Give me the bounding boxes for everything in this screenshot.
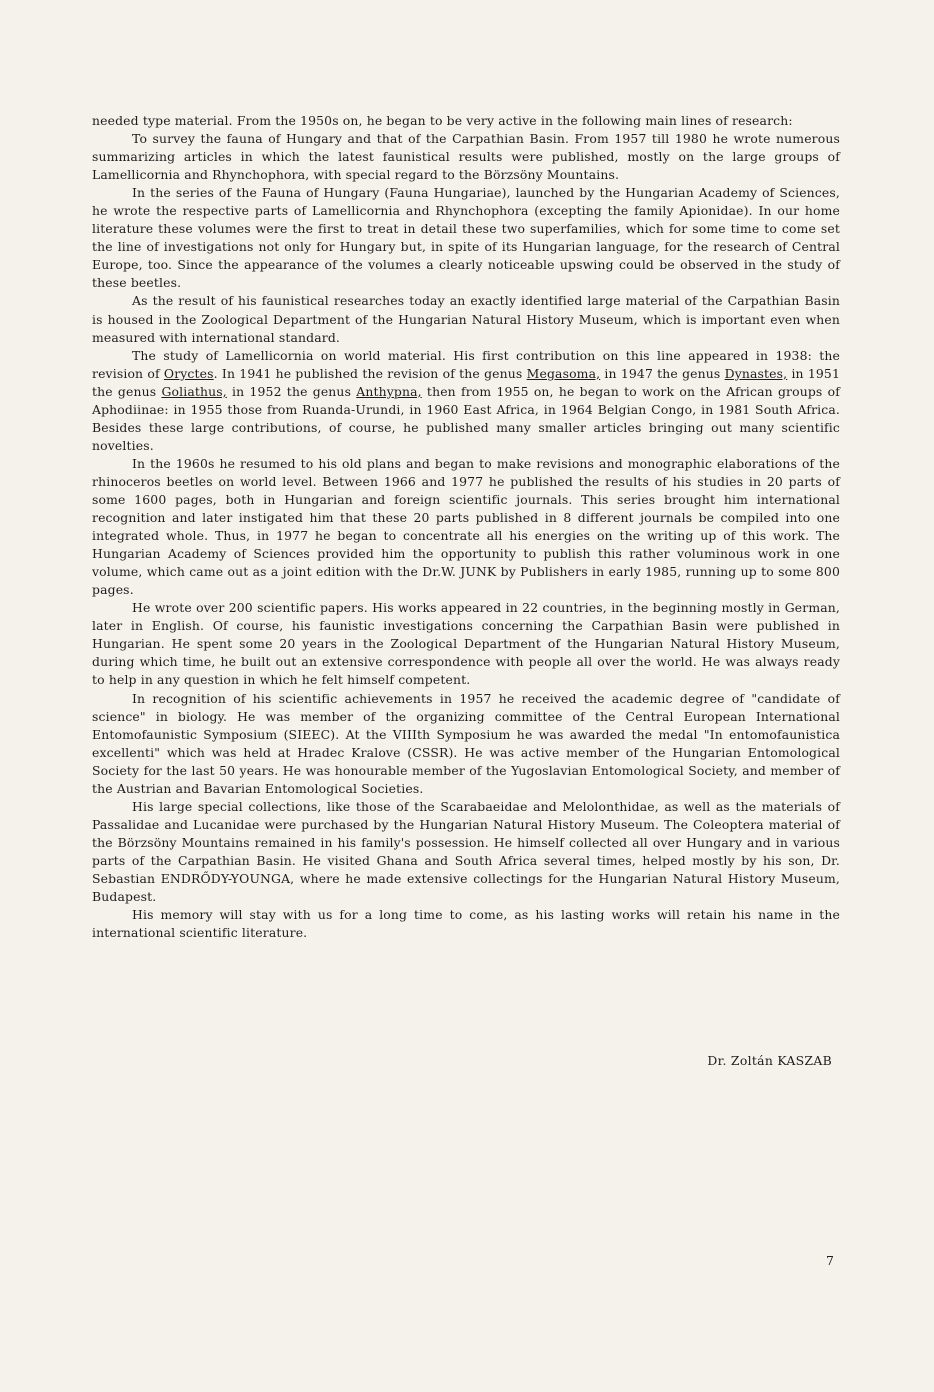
page-number: 7	[826, 1253, 834, 1268]
genus-megasoma: Megasoma,	[526, 365, 601, 381]
paragraph-4: As the result of his faunistical researches today an exactly identified large material of the Carpathian Basin is housed in the Zoological Department of the Hungarian Natural History Museum, which is important even when measured with international standard.	[92, 293, 840, 345]
genus-goliathus: Goliathus,	[161, 383, 227, 399]
paragraph-5	[92, 347, 840, 455]
text-span: in 1952 the genus	[226, 383, 357, 399]
text-span: in 1947 the genus	[600, 365, 725, 381]
paragraph-3: In the series of the Fauna of Hungary (Fauna Hungariae), launched by the Hungarian Academy of Sciences, he wrote the respective parts of Lamellicornia and Rhynchophora (excepting the family Apionidae). In our home literature these volumes were the first to treat in detail these two superfamilies, which for some time to come set the line of investigations not only for Hungary but, in spite of its Hungarian language, for the research of Central Europe, too. Since the appearance of the volumes a clearly noticeable upswing could be observed in the study of these beetles.	[92, 185, 840, 291]
genus-oryctes: Oryctes	[163, 365, 214, 381]
text-span: The study of Lamellicornia on world material. His first contribution on this line appeared in 1938: the revision of	[92, 347, 840, 381]
paragraph-6: In the 1960s he resumed to his old plans and began to make revisions and monographic elaborations of the rhinoceros beetles on world level. Between 1966 and 1977 he published the results of his studies in 20 parts of some 1600 pages, both in Hungarian and foreign scientific journals. This series brought him international recognition and later instigated him that these 20 parts published in 8 different journals be compiled into one integrated whole. Thus, in 1977 he began to concentrate all his energies on the writing up of this work. The Hungarian Academy of Sciences provided him the opportunity to publish this rather voluminous work in one volume, which came out as a joint edition with the Dr.W. JUNK by Publishers in early 1985, running up to some 800 pages.	[92, 455, 840, 598]
text-span: in 1951 the genus	[92, 365, 841, 399]
paragraph-7: He wrote over 200 scientific papers. His works appeared in 22 countries, in the beginning mostly in German, later in English. Of course, his faunistic investigations concerning the Carpathian Basin were published in Hungarian. He spent some 20 years in the Zoological Department of the Hungarian Natural History Museum, during which time, he built out an extensive correspondence with people all over the world. He was always ready to help in any question in which he felt himself competent.	[92, 600, 840, 688]
paragraph-10: His memory will stay with us for a long time to come, as his lasting works will retain his name in the international scientific literature.	[92, 907, 840, 941]
text-span: then from 1955 on, he began to work on the African groups of Aphodiinae: in 1955 those from Ruanda-Urundi, in 1960 East Africa, in 1964 Belgian Congo, in 1981 South Africa. Besides these large contributions, of course, he published many smaller articles bringing out many scientific novelties.	[92, 383, 840, 453]
paragraph-8: In recognition of his scientific achievements in 1957 he received the academic degree of "candidate of science" in biology. He was member of the organizing committee of the Central European International Entomofaunistic Symposium (SIEEC). At the VIIIth Symposium he was awarded the medal "In entomofaunistica excellenti" which was held at Hradec Kralove (CSSR). He was active member of the Hungarian Entomological Society for the last 50 years. He was honourable member of the Yugoslavian Entomological Society, and member of the Austrian and Bavarian Entomological Societies.	[92, 690, 840, 796]
paragraph-1: needed type material. From the 1950s on, he began to be very active in the following main lines of research:	[92, 113, 793, 128]
genus-anthypna: Anthypna,	[356, 383, 422, 399]
genus-dynastes: Dynastes,	[724, 365, 788, 381]
text-span: . In 1941 he published the revision of the genus	[213, 365, 527, 381]
paragraph-9: His large special collections, like those of the Scarabaeidae and Melolonthidae, as well as the materials of Passalidae and Lucanidae were purchased by the Hungarian Natural History Museum. The Coleoptera material of the Börzsöny Mountains remained in his family's possession. He himself collected all over Hungary and in various parts of the Carpathian Basin. He visited Ghana and South Africa several times, helped mostly by his son, Dr. Sebastian ENDRŐDY-YOUNGA, where he made extensive collectings for the Hungarian Natural History Museum, Budapest.	[92, 798, 840, 905]
author-signature: Dr. Zoltán KASZAB	[707, 1053, 832, 1068]
body-text	[92, 112, 840, 942]
paragraph-2: To survey the fauna of Hungary and that of the Carpathian Basin. From 1957 till 1980 he wrote numerous summarizing articles in which the latest faunistical results were published, mostly on the large groups of Lamellicornia and Rhynchophora, with special regard to the Börzsöny Mountains.	[92, 131, 840, 183]
